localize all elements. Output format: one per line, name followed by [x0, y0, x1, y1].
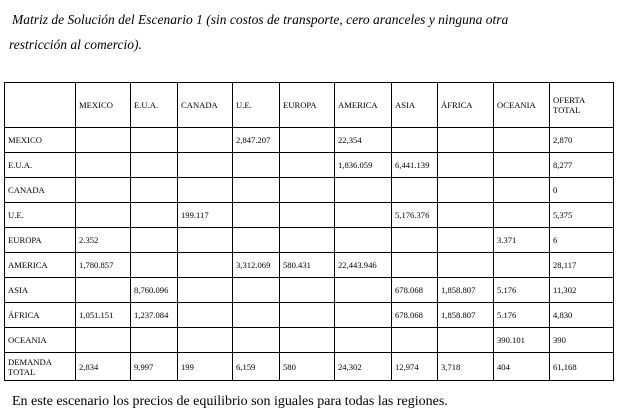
table-row: [5, 278, 614, 303]
table-cell: [280, 178, 335, 203]
table-cell: [438, 228, 494, 253]
caption-line-1: Matriz de Solución del Escenario 1 (sin costos de transporte, cero aranceles y ninguna otra: [12, 12, 509, 27]
table-cell: [392, 128, 438, 153]
table-cell: 580.431: [280, 253, 335, 278]
table-cell: [131, 153, 178, 178]
table-cell: [335, 203, 392, 228]
column-header: CANADA: [178, 83, 233, 128]
column-header: EUROPA: [280, 83, 335, 128]
table-cell: [494, 253, 550, 278]
table-row: [5, 328, 614, 353]
table-cell: [178, 328, 233, 353]
table-cell: 6,441.139: [392, 153, 438, 178]
table-cell: 1,858.807: [438, 303, 494, 328]
table-cell: [335, 303, 392, 328]
table-row: [5, 228, 614, 253]
table-cell: 390: [550, 328, 614, 353]
table-cell: 390.101: [494, 328, 550, 353]
table-cell: 3.371: [494, 228, 550, 253]
table-cell: [233, 303, 280, 328]
table-cell: 678.068: [392, 278, 438, 303]
row-label: U.E.: [5, 203, 76, 228]
table-cell: 9,997: [131, 353, 178, 381]
table-cell: [178, 228, 233, 253]
caption-line-2: restricción al comercio).: [9, 37, 142, 52]
table-row: [5, 128, 614, 153]
table-cell: [233, 278, 280, 303]
table-cell: [76, 328, 131, 353]
table-cell: [494, 203, 550, 228]
table-cell: [178, 278, 233, 303]
table-cell: [280, 228, 335, 253]
table-cell: [178, 303, 233, 328]
table-row: [5, 178, 614, 203]
table-cell: [178, 178, 233, 203]
table-cell: 0: [550, 178, 614, 203]
table-cell: 2.352: [76, 228, 131, 253]
table-cell: 61,168: [550, 353, 614, 381]
row-label: CANADA: [5, 178, 76, 203]
table-cell: [131, 253, 178, 278]
table-cell: 199: [178, 353, 233, 381]
column-header: E.U.A.: [131, 83, 178, 128]
table-cell: 4,830: [550, 303, 614, 328]
table-cell: 5.176: [494, 303, 550, 328]
table-cell: 8,277: [550, 153, 614, 178]
table-cell: [131, 203, 178, 228]
table-cell: 199.117: [178, 203, 233, 228]
row-label: OCEANIA: [5, 328, 76, 353]
table-cell: [438, 128, 494, 153]
table-cell: [438, 328, 494, 353]
table-cell: 1,858.807: [438, 278, 494, 303]
table-cell: 3,312.069: [233, 253, 280, 278]
table-cell: [76, 128, 131, 153]
solution-matrix-table: [4, 82, 614, 381]
header-corner-cell: [5, 83, 76, 128]
table-cell: [280, 278, 335, 303]
row-label: ASIA: [5, 278, 76, 303]
column-header: OCEANIA: [494, 83, 550, 128]
table-cell: [233, 153, 280, 178]
table-cell: [233, 228, 280, 253]
table-cell: [76, 153, 131, 178]
table-cell: [131, 178, 178, 203]
table-cell: [280, 328, 335, 353]
table-cell: 2,834: [76, 353, 131, 381]
table-cell: [76, 178, 131, 203]
table-cell: [335, 278, 392, 303]
table-cell: [438, 178, 494, 203]
table-cell: [335, 328, 392, 353]
table-row: [5, 153, 614, 178]
table-row: [5, 303, 614, 328]
table-cell: [392, 328, 438, 353]
table-caption: [9, 7, 612, 57]
table-cell: [438, 253, 494, 278]
table-cell: [280, 128, 335, 153]
table-cell: 22,354: [335, 128, 392, 153]
column-header: ASIA: [392, 83, 438, 128]
column-header: OFERTA TOTAL: [550, 83, 614, 128]
table-cell: [438, 153, 494, 178]
table-cell: [392, 253, 438, 278]
table-cell: [178, 153, 233, 178]
table-cell: [178, 253, 233, 278]
table-cell: [76, 203, 131, 228]
table-cell: [335, 228, 392, 253]
table-cell: 1,237.084: [131, 303, 178, 328]
table-cell: 28,117: [550, 253, 614, 278]
table-row: [5, 253, 614, 278]
table-cell: [438, 203, 494, 228]
table-cell: [280, 153, 335, 178]
table-cell: 24,302: [335, 353, 392, 381]
table-cell: 1,836.059: [335, 153, 392, 178]
table-cell: 3,718: [438, 353, 494, 381]
table-cell: [131, 228, 178, 253]
table-cell: 1,051.151: [76, 303, 131, 328]
table-cell: [233, 203, 280, 228]
table-cell: 2,847.207: [233, 128, 280, 153]
table-cell: [131, 328, 178, 353]
table-cell: 12,974: [392, 353, 438, 381]
row-label: ÁFRICA: [5, 303, 76, 328]
table-cell: 580: [280, 353, 335, 381]
row-label: EUROPA: [5, 228, 76, 253]
table-cell: 5.176: [494, 278, 550, 303]
table-cell: 678.068: [392, 303, 438, 328]
total-demand-row: [5, 353, 614, 381]
table-cell: [280, 303, 335, 328]
table-cell: [392, 178, 438, 203]
column-header: MEXICO: [76, 83, 131, 128]
table-cell: 5,375: [550, 203, 614, 228]
table-cell: 6: [550, 228, 614, 253]
table-cell: 8,760.096: [131, 278, 178, 303]
row-label: DEMANDA TOTAL: [5, 353, 76, 381]
table-cell: [335, 178, 392, 203]
row-label: MEXICO: [5, 128, 76, 153]
table-cell: 2,870: [550, 128, 614, 153]
table-cell: [131, 128, 178, 153]
table-cell: 22,443.946: [335, 253, 392, 278]
column-header: AMERICA: [335, 83, 392, 128]
table-cell: [392, 228, 438, 253]
row-label: AMERICA: [5, 253, 76, 278]
row-label: E.U.A.: [5, 153, 76, 178]
table-cell: [233, 328, 280, 353]
table-cell: [280, 203, 335, 228]
table-cell: 6,159: [233, 353, 280, 381]
column-header: U.E.: [233, 83, 280, 128]
table-cell: 5,176.376: [392, 203, 438, 228]
table-row: [5, 203, 614, 228]
footer-note: En este escenario los precios de equilibrio son iguales para todas las regiones.: [12, 394, 448, 408]
table-cell: [178, 128, 233, 153]
table-cell: [233, 178, 280, 203]
table-cell: [494, 128, 550, 153]
column-header: ÁFRICA: [438, 83, 494, 128]
table-cell: [76, 278, 131, 303]
table-cell: [494, 178, 550, 203]
table-cell: 404: [494, 353, 550, 381]
table-cell: 1,780.857: [76, 253, 131, 278]
table-cell: 11,302: [550, 278, 614, 303]
table-cell: [494, 153, 550, 178]
table-header-row: [5, 83, 614, 128]
